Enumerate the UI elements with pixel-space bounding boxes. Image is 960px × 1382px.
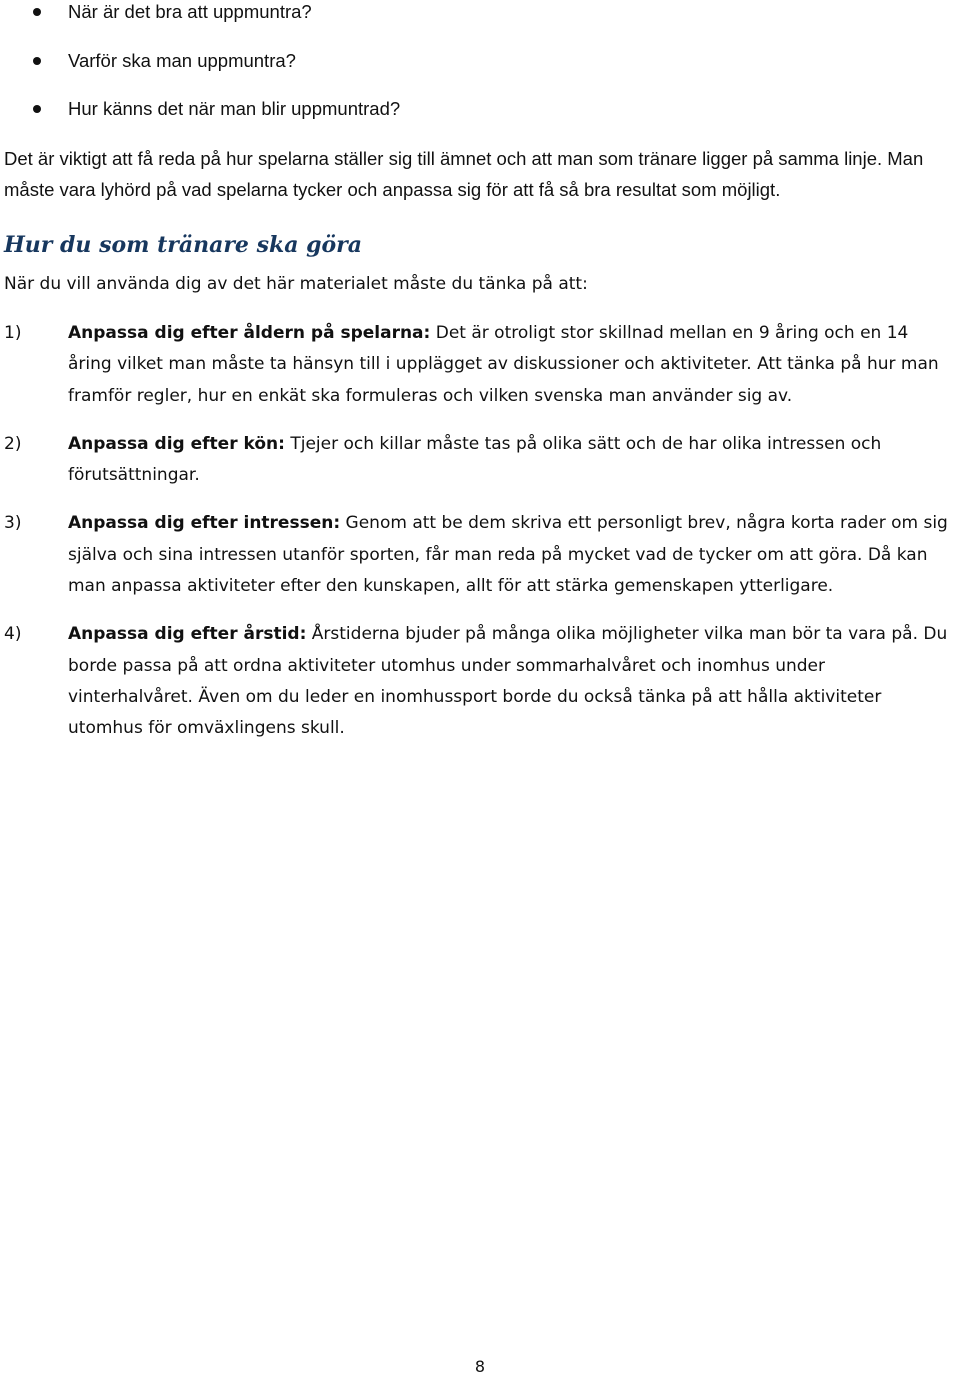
item-title: Anpassa dig efter årstid: bbox=[68, 624, 307, 645]
bullet-dot-icon bbox=[33, 105, 41, 113]
question-item bbox=[0, 45, 960, 94]
question-list bbox=[0, 0, 960, 142]
question-text: När är det bra att uppmuntra? bbox=[68, 1, 312, 22]
intro-paragraph: Det är viktigt att få reda på hur spelarna ställer sig till ämnet och att man som tränare ligger på samma linje. Man måste vara lyhörd på vad spelarna tycker och anpassa sig för att få så bra resultat som möjligt. bbox=[4, 148, 924, 200]
lead-text: När du vill använda dig av det här materialet måste du tänka på att: bbox=[4, 274, 588, 294]
item-text: Genom att be dem skriva ett personligt brev, några korta rader om sig själva och sina intressen utanför sporten, får man reda på mycket vad de tycker om att göra. Då kan man anpassa aktiviteter efter den kunskapen, allt för att stärka gemenskapen ytterligare. bbox=[68, 513, 948, 597]
item-title: Anpassa dig efter åldern på spelarna: bbox=[68, 323, 431, 343]
advice-list bbox=[0, 318, 960, 762]
advice-item bbox=[0, 429, 960, 492]
item-number: 4) bbox=[4, 624, 22, 645]
section-heading: Hur du som tränare ska göra bbox=[4, 232, 363, 258]
item-text: Tjejer och killar måste tas på olika sätt och de har olika intressen och förutsättningar. bbox=[68, 433, 882, 486]
item-text: Årstiderna bjuder på många olika möjligheter vilka man bör ta vara på. Du borde passa på att ordna aktiviteter utomhus under sommarhalvåret och inomhus under vinterhalvåret. Även om du leder en inomhussport borde du också tänka på att hålla aktiviteter utomhus för omväxlingens skull. bbox=[68, 624, 948, 739]
item-text: Det är otroligt stor skillnad mellan en 9 åring och en 14 åring vilket man måste ta hänsyn till i upplägget av diskussioner och aktiviteter. Att tänka på hur man framför regler, hur en enkät ska formuleras och vilken svenska man använder sig av. bbox=[68, 323, 939, 406]
question-item bbox=[0, 93, 960, 142]
item-number: 1) bbox=[4, 323, 22, 343]
bullet-dot-icon bbox=[33, 57, 41, 65]
page-number: 8 bbox=[474, 1357, 486, 1376]
item-title: Anpassa dig efter intressen: bbox=[68, 513, 341, 534]
advice-item bbox=[0, 318, 960, 412]
advice-item bbox=[0, 619, 960, 744]
item-title: Anpassa dig efter kön: bbox=[68, 433, 285, 454]
item-number: 3) bbox=[4, 513, 22, 534]
bullet-dot-icon bbox=[33, 8, 41, 16]
question-text: Hur känns det när man blir uppmuntrad? bbox=[68, 98, 401, 119]
question-item bbox=[0, 0, 960, 45]
item-number: 2) bbox=[4, 433, 22, 454]
question-text: Varför ska man uppmuntra? bbox=[68, 49, 296, 71]
advice-item bbox=[0, 508, 960, 602]
